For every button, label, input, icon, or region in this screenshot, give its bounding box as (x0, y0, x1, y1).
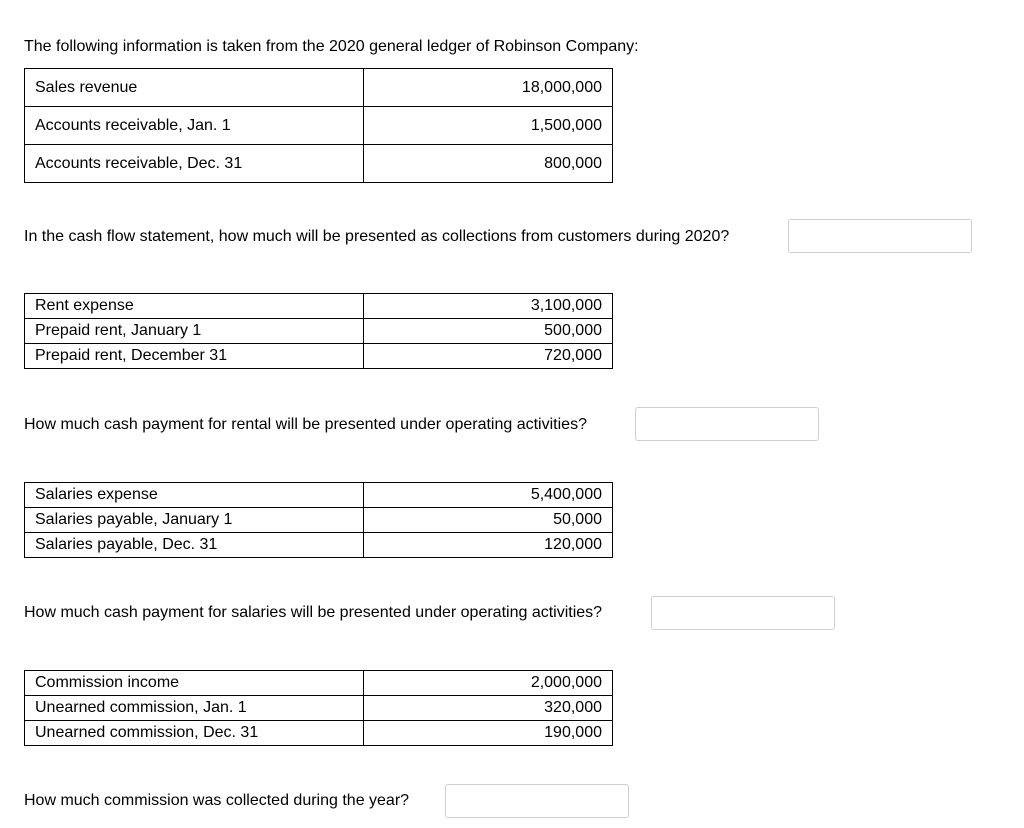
row-value: 720,000 (364, 344, 613, 369)
row-label: Sales revenue (25, 69, 364, 107)
row-label: Prepaid rent, December 31 (25, 344, 364, 369)
row-label: Unearned commission, Jan. 1 (25, 696, 364, 721)
row-value: 800,000 (364, 145, 613, 183)
row-label: Salaries payable, Dec. 31 (25, 533, 364, 558)
row-label: Salaries payable, January 1 (25, 508, 364, 533)
row-value: 50,000 (364, 508, 613, 533)
intro-text: The following information is taken from the 2020 general ledger of Robinson Company: (24, 38, 639, 55)
answer-input-rental[interactable] (635, 407, 819, 441)
row-label: Accounts receivable, Jan. 1 (25, 107, 364, 145)
table-row (25, 696, 613, 721)
table-row (25, 319, 613, 344)
answer-input-salaries[interactable] (651, 596, 835, 630)
row-value: 320,000 (364, 696, 613, 721)
ledger-table-salaries (24, 482, 613, 558)
question-rental: How much cash payment for rental will be presented under operating activities? (24, 416, 587, 433)
row-label: Commission income (25, 671, 364, 696)
row-label: Prepaid rent, January 1 (25, 319, 364, 344)
table-row (25, 69, 613, 107)
row-label: Accounts receivable, Dec. 31 (25, 145, 364, 183)
ledger-table-commission (24, 670, 613, 746)
table-row (25, 533, 613, 558)
ledger-table-sales (24, 68, 613, 183)
table-row (25, 145, 613, 183)
row-value: 1,500,000 (364, 107, 613, 145)
table-row (25, 671, 613, 696)
row-value: 500,000 (364, 319, 613, 344)
row-value: 120,000 (364, 533, 613, 558)
table-row (25, 483, 613, 508)
table-row (25, 721, 613, 746)
row-label: Salaries expense (25, 483, 364, 508)
answer-input-commission[interactable] (445, 784, 629, 818)
row-value: 190,000 (364, 721, 613, 746)
table-row (25, 508, 613, 533)
row-value: 18,000,000 (364, 69, 613, 107)
table-row (25, 344, 613, 369)
row-value: 5,400,000 (364, 483, 613, 508)
ledger-table-rent (24, 293, 613, 369)
answer-input-collections[interactable] (788, 219, 972, 253)
question-commission: How much commission was collected during the year? (24, 792, 410, 809)
row-label: Unearned commission, Dec. 31 (25, 721, 364, 746)
row-value: 3,100,000 (364, 294, 613, 319)
row-value: 2,000,000 (364, 671, 613, 696)
question-collections: In the cash flow statement, how much will be presented as collections from customers during 2020? (24, 228, 730, 245)
table-row (25, 107, 613, 145)
question-salaries: How much cash payment for salaries will be presented under operating activities? (24, 604, 603, 621)
row-label: Rent expense (25, 294, 364, 319)
table-row (25, 294, 613, 319)
